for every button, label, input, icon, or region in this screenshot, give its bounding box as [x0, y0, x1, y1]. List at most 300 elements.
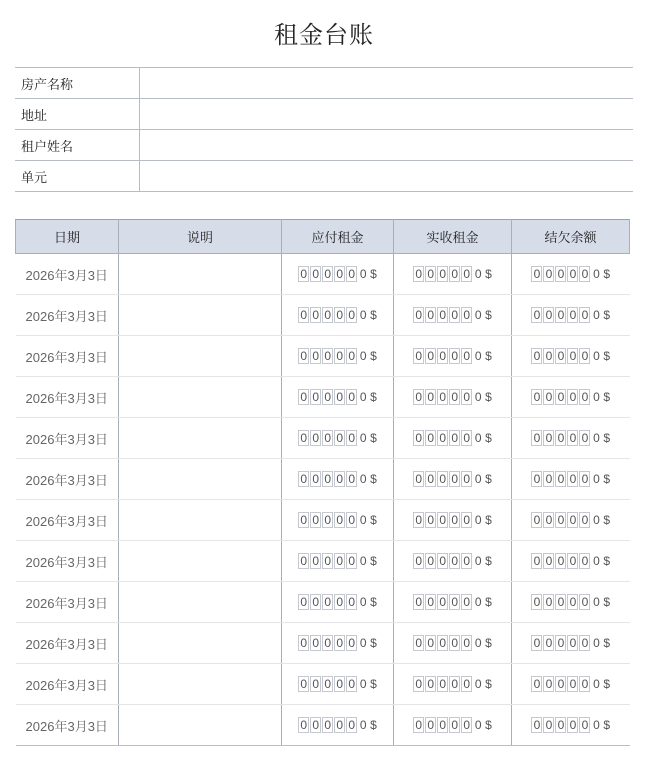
currency-symbol: $: [603, 718, 611, 733]
digit: 0: [359, 595, 367, 610]
table-row: [16, 295, 630, 336]
digit-box: 0: [531, 553, 542, 569]
table-row: [16, 377, 630, 418]
digit-box: 0: [531, 266, 542, 282]
digit-box: 0: [531, 635, 542, 651]
digit-box: 0: [555, 635, 566, 651]
currency-symbol: $: [485, 472, 492, 487]
rent-due-cell[interactable]: [282, 254, 394, 295]
digit: 0: [359, 431, 367, 446]
header-description: 说明: [119, 220, 282, 254]
currency-symbol: $: [603, 349, 611, 364]
description-cell[interactable]: [119, 541, 282, 582]
digit: 0: [593, 595, 600, 610]
digit-box: 0: [543, 635, 554, 651]
digit-box: 0: [298, 635, 309, 651]
digit-box: 0: [322, 266, 333, 282]
balance-cell[interactable]: [512, 459, 630, 500]
digit-box: 0: [543, 553, 554, 569]
header-balance: 结欠余额: [512, 220, 630, 254]
digit-box: 0: [449, 717, 460, 733]
digit-box: 0: [310, 635, 321, 651]
digit-box: 0: [322, 676, 333, 692]
rent-due-cell[interactable]: [282, 418, 394, 459]
digit-box: 0: [425, 717, 436, 733]
date-cell[interactable]: 2026年3月3日: [16, 418, 119, 459]
rent-due-cell[interactable]: [282, 459, 394, 500]
digit-box: 0: [567, 512, 578, 528]
digit-box: 0: [543, 594, 554, 610]
balance-cell[interactable]: [512, 254, 630, 295]
digit-box: 0: [567, 635, 578, 651]
digit-box: 0: [531, 307, 542, 323]
digit: 0: [359, 554, 367, 569]
digit-box: 0: [579, 676, 590, 692]
digit-box: 0: [555, 389, 566, 405]
digit: 0: [593, 390, 600, 405]
digit-box: 0: [322, 471, 333, 487]
digit: 0: [359, 308, 367, 323]
digit-box: 0: [322, 717, 333, 733]
digit-box: 0: [461, 512, 472, 528]
digit-box: 0: [298, 676, 309, 692]
description-cell[interactable]: [119, 295, 282, 336]
digit-box: 0: [334, 266, 345, 282]
currency-symbol: $: [370, 349, 377, 364]
digit-box: 0: [449, 307, 460, 323]
digit-box: 0: [346, 348, 357, 364]
digit: 0: [474, 431, 482, 446]
digit-box: 0: [461, 389, 472, 405]
table-row: [16, 500, 630, 541]
description-cell[interactable]: [119, 336, 282, 377]
rent-received-cell[interactable]: [394, 418, 512, 459]
digit-box: 0: [579, 553, 590, 569]
digit-box: 0: [579, 266, 590, 282]
currency-symbol: $: [370, 636, 377, 651]
digit-box: 0: [555, 430, 566, 446]
digit-box: 0: [298, 553, 309, 569]
digit-box: 0: [567, 266, 578, 282]
digit-box: 0: [334, 348, 345, 364]
rent-received-cell[interactable]: [394, 459, 512, 500]
digit-box: 0: [543, 430, 554, 446]
digit-box: 0: [413, 389, 424, 405]
digit-box: 0: [346, 307, 357, 323]
digit: 0: [593, 431, 600, 446]
digit-box: 0: [531, 389, 542, 405]
currency-symbol: $: [370, 677, 377, 692]
digit-box: 0: [567, 594, 578, 610]
table-row: [16, 541, 630, 582]
rent-due-cell[interactable]: [282, 582, 394, 623]
digit-box: 0: [310, 307, 321, 323]
digit-box: 0: [346, 389, 357, 405]
digit-box: 0: [310, 594, 321, 610]
digit-box: 0: [437, 348, 448, 364]
currency-symbol: $: [485, 308, 492, 323]
digit-box: 0: [531, 348, 542, 364]
digit-box: 0: [579, 307, 590, 323]
digit-box: 0: [449, 348, 460, 364]
rent-received-cell[interactable]: [394, 541, 512, 582]
digit-box: 0: [346, 512, 357, 528]
digit-box: 0: [531, 430, 542, 446]
balance-cell[interactable]: [512, 705, 630, 746]
digit-box: 0: [298, 389, 309, 405]
digit-box: 0: [567, 471, 578, 487]
currency-symbol: $: [485, 718, 492, 733]
digit-box: 0: [425, 348, 436, 364]
property-info-table: [15, 67, 633, 192]
rent-received-cell[interactable]: [394, 377, 512, 418]
info-row: [15, 99, 633, 130]
digit-box: 0: [346, 553, 357, 569]
rent-due-cell[interactable]: [282, 336, 394, 377]
digit-box: 0: [322, 635, 333, 651]
digit-box: 0: [531, 676, 542, 692]
digit-box: 0: [461, 471, 472, 487]
digit-box: 0: [437, 266, 448, 282]
digit-box: 0: [298, 471, 309, 487]
balance-cell[interactable]: [512, 623, 630, 664]
digit-box: 0: [579, 389, 590, 405]
date-cell[interactable]: 2026年3月3日: [16, 500, 119, 541]
digit-box: 0: [567, 348, 578, 364]
digit: 0: [593, 267, 600, 282]
digit-box: 0: [531, 471, 542, 487]
digit-box: 0: [543, 471, 554, 487]
currency-symbol: $: [603, 513, 611, 528]
digit-box: 0: [437, 553, 448, 569]
digit-box: 0: [437, 635, 448, 651]
currency-symbol: $: [370, 718, 377, 733]
digit-box: 0: [437, 512, 448, 528]
digit-box: 0: [555, 676, 566, 692]
digit-box: 0: [322, 512, 333, 528]
digit-box: 0: [413, 471, 424, 487]
date-cell[interactable]: 2026年3月3日: [16, 541, 119, 582]
rent-ledger-table: [15, 219, 630, 746]
digit-box: 0: [334, 553, 345, 569]
currency-symbol: $: [603, 636, 611, 651]
balance-cell[interactable]: [512, 582, 630, 623]
digit-box: 0: [425, 553, 436, 569]
digit-box: 0: [555, 717, 566, 733]
digit-box: 0: [322, 348, 333, 364]
digit: 0: [359, 349, 367, 364]
digit-box: 0: [579, 471, 590, 487]
ledger-header-row: [16, 220, 630, 254]
rent-due-cell[interactable]: [282, 623, 394, 664]
digit-box: 0: [298, 266, 309, 282]
currency-symbol: $: [603, 267, 611, 282]
balance-cell[interactable]: [512, 295, 630, 336]
description-cell[interactable]: [119, 254, 282, 295]
digit-box: 0: [413, 430, 424, 446]
digit-box: 0: [543, 389, 554, 405]
digit-box: 0: [298, 348, 309, 364]
balance-cell[interactable]: [512, 664, 630, 705]
digit-box: 0: [334, 676, 345, 692]
digit-box: 0: [543, 348, 554, 364]
description-cell[interactable]: [119, 623, 282, 664]
balance-cell[interactable]: [512, 541, 630, 582]
digit-box: 0: [555, 266, 566, 282]
digit-box: 0: [425, 512, 436, 528]
digit: 0: [593, 308, 600, 323]
digit-box: 0: [461, 635, 472, 651]
currency-symbol: $: [370, 267, 377, 282]
digit: 0: [359, 513, 367, 528]
digit-box: 0: [322, 553, 333, 569]
digit-box: 0: [555, 512, 566, 528]
digit-box: 0: [346, 676, 357, 692]
rent-due-cell[interactable]: [282, 705, 394, 746]
digit-box: 0: [461, 594, 472, 610]
currency-symbol: $: [370, 308, 377, 323]
digit-box: 0: [310, 717, 321, 733]
digit-box: 0: [567, 717, 578, 733]
digit-box: 0: [322, 307, 333, 323]
digit-box: 0: [310, 471, 321, 487]
digit-box: 0: [413, 594, 424, 610]
digit-box: 0: [334, 430, 345, 446]
currency-symbol: $: [370, 472, 377, 487]
rent-due-cell[interactable]: [282, 295, 394, 336]
digit-box: 0: [298, 307, 309, 323]
digit-box: 0: [334, 512, 345, 528]
currency-symbol: $: [485, 554, 492, 569]
header-rent-received: 实收租金: [394, 220, 512, 254]
digit-box: 0: [425, 307, 436, 323]
digit-box: 0: [449, 389, 460, 405]
digit-box: 0: [346, 471, 357, 487]
digit-box: 0: [310, 676, 321, 692]
digit: 0: [474, 267, 482, 282]
digit-box: 0: [555, 307, 566, 323]
info-label: 房产名称: [15, 68, 140, 99]
digit-box: 0: [531, 594, 542, 610]
date-cell[interactable]: 2026年3月3日: [16, 664, 119, 705]
digit-box: 0: [579, 430, 590, 446]
digit-box: 0: [579, 512, 590, 528]
digit: 0: [474, 595, 482, 610]
table-row: [16, 254, 630, 295]
digit-box: 0: [567, 389, 578, 405]
digit: 0: [359, 390, 367, 405]
digit-box: 0: [461, 266, 472, 282]
digit-box: 0: [437, 676, 448, 692]
description-cell[interactable]: [119, 377, 282, 418]
digit-box: 0: [555, 553, 566, 569]
digit: 0: [474, 513, 482, 528]
currency-symbol: $: [485, 513, 492, 528]
currency-symbol: $: [370, 390, 377, 405]
digit-box: 0: [346, 635, 357, 651]
currency-symbol: $: [370, 554, 377, 569]
digit: 0: [474, 677, 482, 692]
description-cell[interactable]: [119, 500, 282, 541]
digit: 0: [474, 390, 482, 405]
digit: 0: [359, 267, 367, 282]
balance-cell[interactable]: [512, 500, 630, 541]
digit-box: 0: [449, 430, 460, 446]
date-cell[interactable]: 2026年3月3日: [16, 705, 119, 746]
currency-symbol: $: [370, 431, 377, 446]
date-cell[interactable]: 2026年3月3日: [16, 377, 119, 418]
digit: 0: [593, 472, 600, 487]
digit-box: 0: [334, 717, 345, 733]
page-title: 租金台账: [274, 21, 374, 49]
info-value-field[interactable]: [140, 161, 634, 192]
digit: 0: [359, 636, 367, 651]
description-cell[interactable]: [119, 705, 282, 746]
rent-received-cell[interactable]: [394, 664, 512, 705]
currency-symbol: $: [603, 595, 611, 610]
info-value-field[interactable]: [140, 68, 634, 99]
digit-box: 0: [425, 471, 436, 487]
digit: 0: [593, 677, 600, 692]
digit-box: 0: [346, 594, 357, 610]
digit-box: 0: [310, 266, 321, 282]
digit-box: 0: [322, 389, 333, 405]
digit-box: 0: [543, 512, 554, 528]
digit: 0: [474, 636, 482, 651]
rent-received-cell[interactable]: [394, 500, 512, 541]
table-row: [16, 418, 630, 459]
digit-box: 0: [413, 635, 424, 651]
table-row: [16, 582, 630, 623]
info-value-field[interactable]: [140, 99, 634, 130]
digit-box: 0: [543, 676, 554, 692]
date-cell[interactable]: 2026年3月3日: [16, 582, 119, 623]
digit-box: 0: [425, 430, 436, 446]
digit-box: 0: [334, 471, 345, 487]
digit: 0: [359, 718, 367, 733]
digit-box: 0: [322, 430, 333, 446]
digit-box: 0: [298, 717, 309, 733]
rent-due-cell[interactable]: [282, 541, 394, 582]
digit: 0: [593, 349, 600, 364]
digit-box: 0: [461, 553, 472, 569]
digit-box: 0: [449, 635, 460, 651]
date-cell[interactable]: 2026年3月3日: [16, 336, 119, 377]
digit-box: 0: [437, 389, 448, 405]
digit-box: 0: [449, 512, 460, 528]
digit-box: 0: [346, 266, 357, 282]
digit: 0: [593, 636, 600, 651]
digit: 0: [474, 554, 482, 569]
digit-box: 0: [425, 594, 436, 610]
digit-box: 0: [461, 676, 472, 692]
digit-box: 0: [334, 594, 345, 610]
date-cell[interactable]: 2026年3月3日: [16, 295, 119, 336]
digit-box: 0: [579, 635, 590, 651]
digit-box: 0: [310, 389, 321, 405]
digit-box: 0: [531, 717, 542, 733]
rent-due-cell[interactable]: [282, 664, 394, 705]
rent-received-cell[interactable]: [394, 582, 512, 623]
currency-symbol: $: [485, 267, 492, 282]
rent-received-cell[interactable]: [394, 705, 512, 746]
currency-symbol: $: [603, 554, 611, 569]
digit-box: 0: [567, 430, 578, 446]
rent-received-cell[interactable]: [394, 623, 512, 664]
description-cell[interactable]: [119, 459, 282, 500]
digit-box: 0: [461, 717, 472, 733]
rent-received-cell[interactable]: [394, 295, 512, 336]
digit-box: 0: [334, 307, 345, 323]
info-value-field[interactable]: [140, 130, 634, 161]
digit-box: 0: [413, 553, 424, 569]
digit-box: 0: [346, 717, 357, 733]
digit: 0: [474, 349, 482, 364]
date-cell[interactable]: 2026年3月3日: [16, 459, 119, 500]
digit-box: 0: [298, 594, 309, 610]
digit: 0: [593, 513, 600, 528]
digit-box: 0: [449, 594, 460, 610]
digit-box: 0: [449, 676, 460, 692]
digit-box: 0: [413, 512, 424, 528]
digit-box: 0: [437, 594, 448, 610]
digit-box: 0: [567, 676, 578, 692]
currency-symbol: $: [603, 677, 611, 692]
digit: 0: [593, 554, 600, 569]
digit-box: 0: [425, 676, 436, 692]
balance-cell[interactable]: [512, 418, 630, 459]
currency-symbol: $: [485, 636, 492, 651]
table-row: [16, 664, 630, 705]
header-date: 日期: [16, 220, 119, 254]
currency-symbol: $: [485, 431, 492, 446]
digit: 0: [359, 677, 367, 692]
currency-symbol: $: [603, 431, 611, 446]
date-cell[interactable]: 2026年3月3日: [16, 623, 119, 664]
rent-due-cell[interactable]: [282, 500, 394, 541]
digit-box: 0: [579, 594, 590, 610]
rent-due-cell[interactable]: [282, 377, 394, 418]
digit-box: 0: [461, 307, 472, 323]
rent-received-cell[interactable]: [394, 336, 512, 377]
digit-box: 0: [310, 348, 321, 364]
description-cell[interactable]: [119, 664, 282, 705]
digit-box: 0: [310, 553, 321, 569]
digit-box: 0: [579, 717, 590, 733]
digit-box: 0: [425, 266, 436, 282]
digit: 0: [474, 472, 482, 487]
rent-received-cell[interactable]: [394, 254, 512, 295]
digit-box: 0: [449, 471, 460, 487]
info-label: 单元: [15, 161, 140, 192]
balance-cell[interactable]: [512, 377, 630, 418]
table-row: [16, 623, 630, 664]
balance-cell[interactable]: [512, 336, 630, 377]
date-cell[interactable]: 2026年3月3日: [16, 254, 119, 295]
currency-symbol: $: [370, 595, 377, 610]
header-rent-due: 应付租金: [282, 220, 394, 254]
digit-box: 0: [413, 676, 424, 692]
currency-symbol: $: [485, 677, 492, 692]
currency-symbol: $: [603, 308, 611, 323]
description-cell[interactable]: [119, 418, 282, 459]
digit-box: 0: [543, 266, 554, 282]
digit-box: 0: [531, 512, 542, 528]
digit-box: 0: [334, 635, 345, 651]
currency-symbol: $: [485, 390, 492, 405]
digit-box: 0: [567, 307, 578, 323]
description-cell[interactable]: [119, 582, 282, 623]
